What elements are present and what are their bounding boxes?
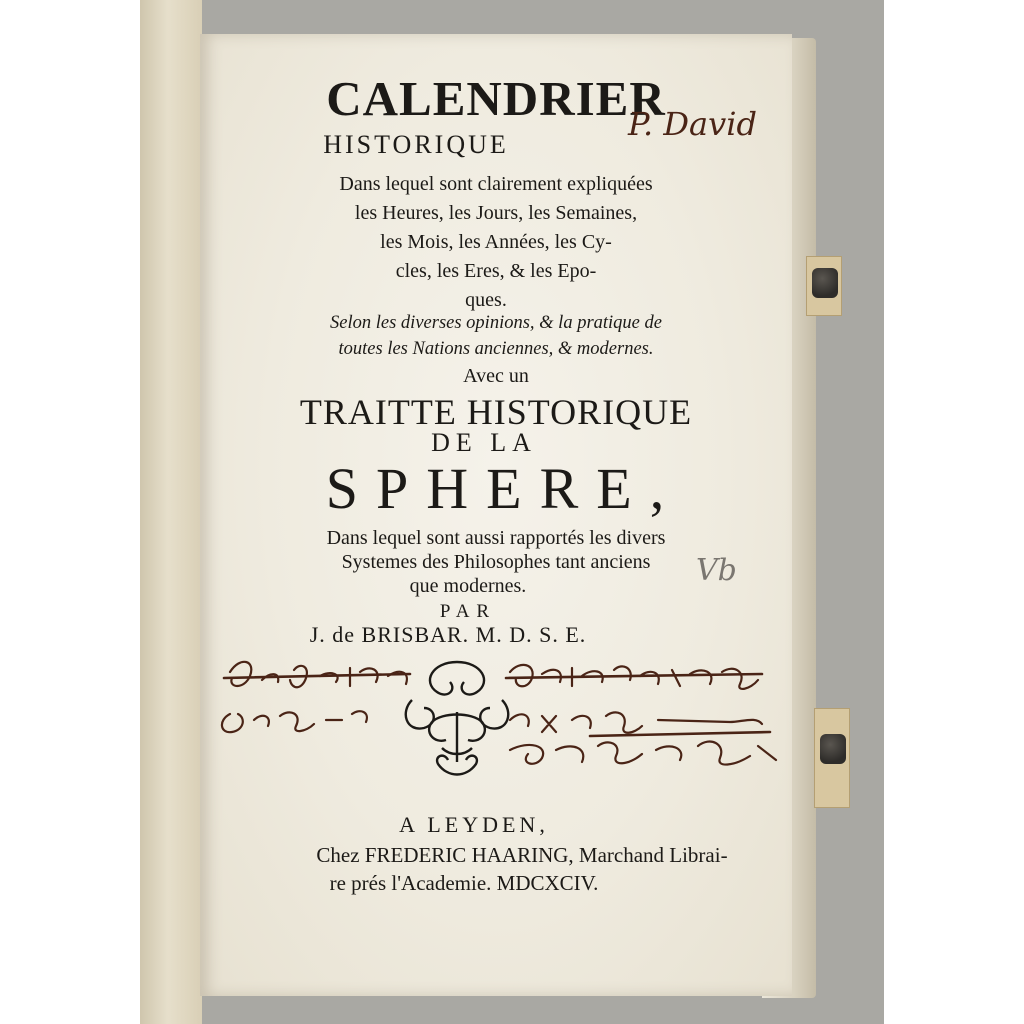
printers-fleuron-ornament bbox=[392, 652, 522, 786]
systems-line: que modernes. bbox=[409, 575, 527, 597]
description-line: les Mois, les Années, les Cy- bbox=[380, 231, 612, 253]
handwritten-owner-signature: P. David bbox=[628, 105, 757, 143]
book-title: CALENDRIER bbox=[326, 71, 666, 126]
imprint-city: A LEYDEN, bbox=[399, 812, 549, 837]
book-subtitle: HISTORIQUE bbox=[323, 130, 509, 159]
clasp-bottom bbox=[814, 708, 848, 806]
clasp-metal bbox=[812, 268, 838, 298]
opinion-line: toutes les Nations anciennes, & modernes. bbox=[338, 339, 654, 359]
systems-line: Dans lequel sont aussi rapportés les divers bbox=[326, 527, 666, 549]
clasp-top bbox=[806, 256, 840, 314]
systems-line: Systemes des Philosophes tant anciens bbox=[341, 551, 651, 573]
treatise-title: TRAITTE HISTORIQUE bbox=[299, 392, 693, 432]
par-line: PAR bbox=[439, 601, 497, 622]
description-line: cles, les Eres, & les Epo- bbox=[395, 260, 597, 282]
sphere-title: SPHERE, bbox=[325, 456, 683, 521]
author-line: J. de BRISBAR. M. D. S. E. bbox=[309, 622, 587, 647]
imprint-publisher-line: re prés l'Academie. MDCXCIV. bbox=[329, 871, 599, 895]
description-line: les Heures, les Jours, les Semaines, bbox=[354, 202, 638, 224]
description-line: ques. bbox=[465, 289, 507, 311]
clasp-metal bbox=[820, 734, 846, 764]
avec-line: Avec un bbox=[463, 365, 529, 387]
de-la-line: DE LA bbox=[431, 428, 537, 457]
description-line: Dans lequel sont clairement expliquées bbox=[339, 173, 653, 195]
imprint-publisher-line: Chez FREDERIC HAARING, Marchand Librai- bbox=[316, 843, 728, 867]
handwritten-shelf-mark: Vb bbox=[696, 553, 737, 588]
opinion-line: Selon les diverses opinions, & la pratique de bbox=[330, 313, 662, 333]
